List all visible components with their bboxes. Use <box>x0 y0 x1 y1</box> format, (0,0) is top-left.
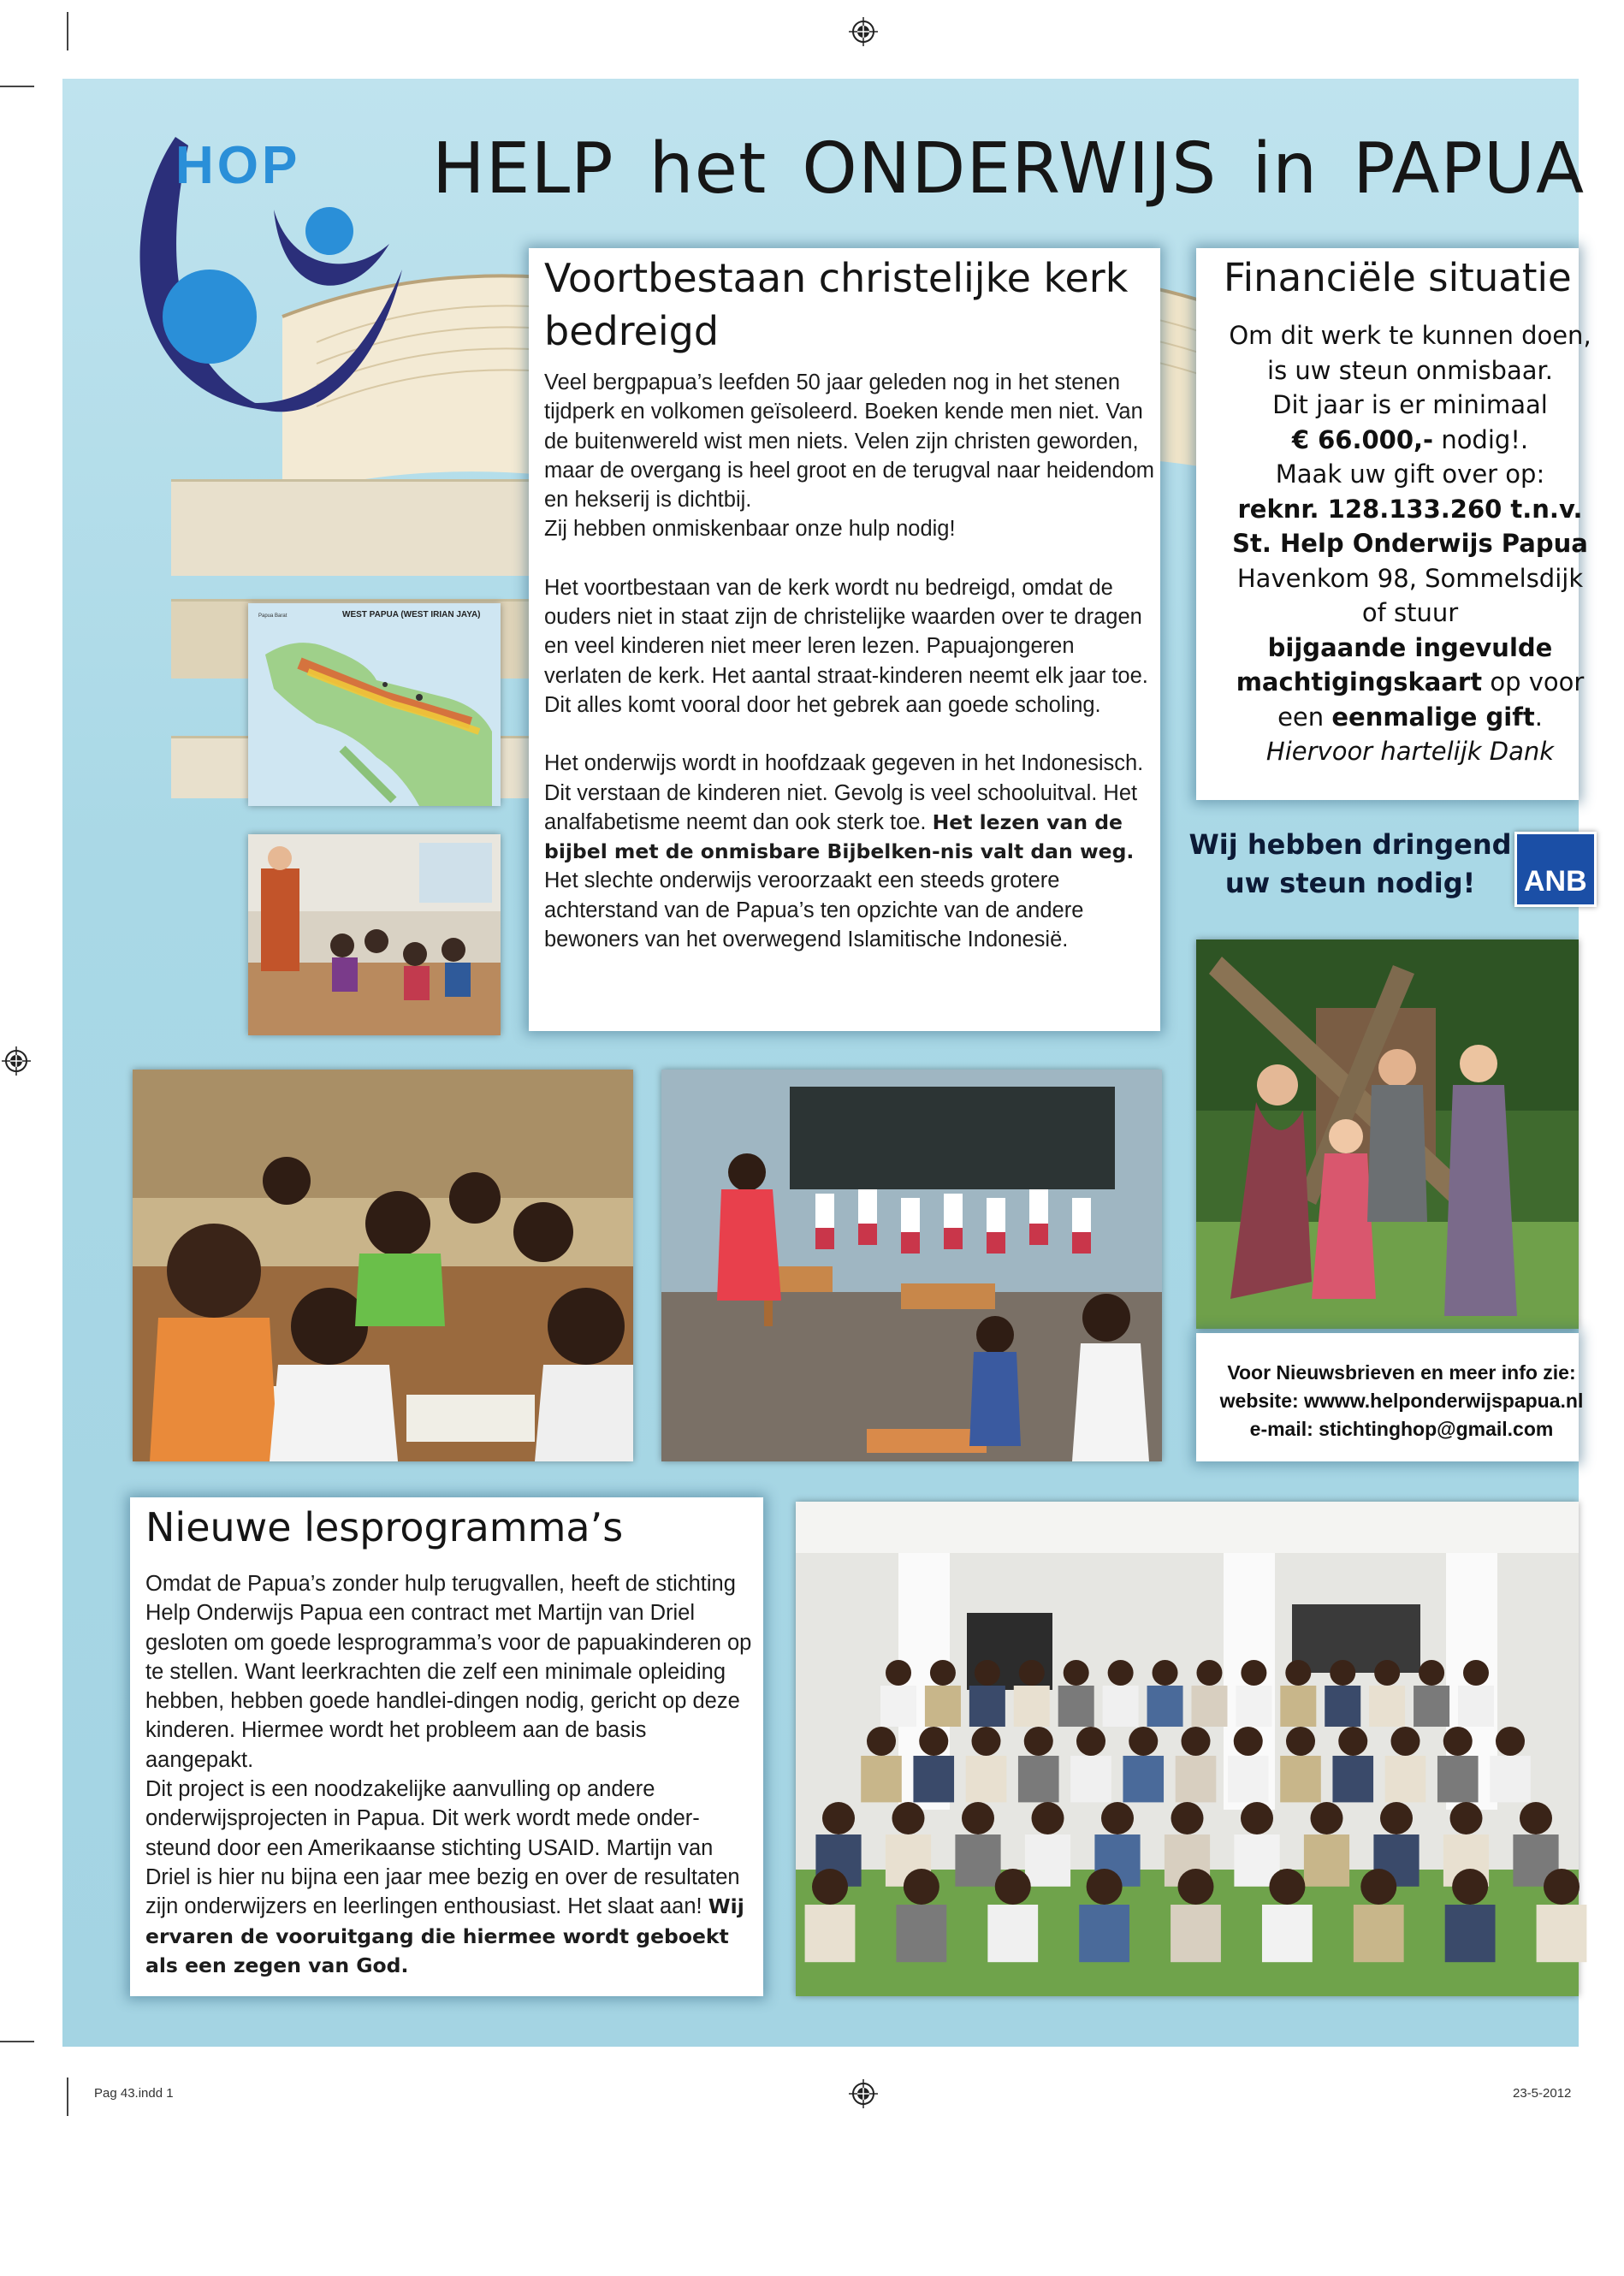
crowd-person-head <box>1241 1802 1273 1834</box>
urgent-line: uw steun nodig! <box>1224 867 1476 899</box>
registration-mark-icon <box>849 2079 878 2108</box>
crowd-person-head <box>975 1660 1000 1686</box>
urgent-appeal <box>1188 826 1513 903</box>
crowd-person-head <box>1286 1727 1315 1756</box>
crowd-person-body <box>880 1686 916 1727</box>
crowd-person-head <box>1452 1869 1488 1905</box>
crowd-person-body <box>1070 1756 1111 1802</box>
finance-heading: Financiële situatie <box>1224 255 1572 300</box>
crowd-person-head <box>1064 1660 1089 1686</box>
finance-line: een <box>1277 702 1325 732</box>
crowd-person-body <box>1304 1834 1349 1887</box>
crowd-person-body <box>1490 1756 1531 1802</box>
map-title: WEST PAPUA (WEST IRIAN JAYA) <box>342 610 481 619</box>
crowd-person-body <box>1079 1905 1129 1962</box>
crowd-person-body <box>1332 1756 1373 1802</box>
crowd-person-head <box>1338 1727 1367 1756</box>
crowd-person-head <box>812 1869 848 1905</box>
crowd-person-body <box>1354 1905 1404 1962</box>
finance-gift: eenmalige gift <box>1331 702 1535 732</box>
crowd-person-head <box>1496 1727 1525 1756</box>
info-line: Voor Nieuwsbrieven en meer info zie: <box>1227 1361 1576 1384</box>
article-paragraph: Het voortbestaan van de kerk wordt nu bedreigd, omdat de ouders niet in staat zijn de christelijke waarden over te dragen en veel kinderen niet meer leren lezen. Papuajongeren verlaten de kerk. Het aantal straat-kinderen neemt elk jaar toe. Dit alles komt vooral door het gebrek aan goede scholing. <box>544 575 1148 717</box>
crowd-person-body <box>1280 1686 1316 1727</box>
crowd-person-body <box>1018 1756 1059 1802</box>
crowd-person-body <box>805 1905 856 1962</box>
crowd-person-body <box>1103 1686 1139 1727</box>
photo-family-cross <box>1196 939 1579 1329</box>
finance-line: . <box>1534 702 1543 732</box>
crowd-person-head <box>1360 1869 1396 1905</box>
crowd-person-body <box>1280 1756 1321 1802</box>
crop-mark <box>0 2041 34 2042</box>
crowd-person-body <box>1537 1905 1587 1962</box>
crowd-person-head <box>1311 1802 1343 1834</box>
finance-line: op voor <box>1490 667 1585 696</box>
photo-teacher-classroom <box>248 834 501 1035</box>
crowd-person-head <box>1032 1802 1064 1834</box>
crowd-person-body <box>969 1686 1005 1727</box>
crowd-person-body <box>1025 1834 1070 1887</box>
finance-line: Dit jaar is er minimaal <box>1272 390 1548 419</box>
crowd-person-head <box>1171 1802 1204 1834</box>
crop-mark <box>67 2077 68 2116</box>
crowd-person-head <box>892 1802 925 1834</box>
book-spines <box>171 479 530 576</box>
article-paragraph: Zij hebben onmiskenbaar onze hulp nodig! <box>544 517 956 542</box>
svg-text:Papua Barat: Papua Barat <box>258 613 287 619</box>
finance-amount: € 66.000,- <box>1291 424 1434 454</box>
crowd-person-head <box>1196 1660 1222 1686</box>
crowd-person-head <box>1544 1869 1580 1905</box>
crowd-person-head <box>1087 1869 1123 1905</box>
crowd-person-head <box>1019 1660 1045 1686</box>
article-church-threatened <box>529 248 1160 1031</box>
anbi-text: ANB <box>1524 865 1587 898</box>
crowd-person-body <box>1385 1756 1426 1802</box>
crowd-person-body <box>1414 1686 1449 1727</box>
finance-account: reknr. 128.133.260 t.n.v. <box>1237 494 1583 524</box>
lesson-paragraph: Dit project is een noodzakelijke aanvulling op andere onderwijsprojecten in Papua. Dit werk wordt mede onder-steund door een Amerikaanse stichting USAID. Martijn van Driel is hier nu bijna een jaar mee bezig en over de resultaten zijn onderwijzers en leerlingen enthousiast. Het slaat aan! <box>145 1777 740 1919</box>
crowd-person-head <box>995 1869 1031 1905</box>
crop-mark <box>67 12 68 50</box>
finance-card-line: machtigingskaart <box>1236 667 1483 696</box>
crowd-person-head <box>1380 1802 1413 1834</box>
crowd-person-body <box>1437 1756 1479 1802</box>
crowd-person-body <box>1171 1905 1221 1962</box>
crop-mark <box>0 86 34 87</box>
finance-foundation: St. Help Onderwijs Papua <box>1232 529 1588 558</box>
crowd-person-body <box>1325 1686 1360 1727</box>
registration-mark-icon <box>2 1046 31 1076</box>
crowd-person-body <box>1058 1686 1094 1727</box>
crowd-person-body <box>1228 1756 1269 1802</box>
crowd-person-head <box>930 1660 956 1686</box>
finance-address: Havenkom 98, Sommelsdijk <box>1236 563 1584 593</box>
crowd-person-head <box>1443 1727 1473 1756</box>
finance-line: Maak uw gift over op: <box>1275 459 1545 489</box>
crowd-person-head <box>822 1802 855 1834</box>
crowd-person-body <box>896 1905 946 1962</box>
urgent-line: Wij hebben dringend <box>1188 828 1512 861</box>
lesson-bold-text: Wij ervaren de vooruitgang die hiermee wordt geboekt als een zegen van God. <box>145 1894 744 1977</box>
crowd-person-body <box>1262 1905 1313 1962</box>
map-west-papua <box>248 603 501 806</box>
article-new-curriculum <box>130 1497 763 1996</box>
finance-box <box>1196 248 1591 800</box>
finance-card-line: bijgaande ingevulde <box>1267 632 1553 662</box>
crowd-person-head <box>904 1869 939 1905</box>
info-box <box>1196 1333 1584 1461</box>
crowd-person-head <box>1182 1727 1211 1756</box>
photo-children-writing <box>133 1070 633 1461</box>
crowd-person-head <box>1419 1660 1444 1686</box>
crowd-person-body <box>913 1756 954 1802</box>
crowd-person-body <box>1176 1756 1217 1802</box>
crowd-person-body <box>1369 1686 1405 1727</box>
photo-classroom-standing <box>661 1070 1162 1461</box>
crowd-person-head <box>867 1727 896 1756</box>
crowd-person-body <box>955 1834 1000 1887</box>
article-paragraph: Het onderwijs wordt in hoofdzaak gegeven in het Indonesisch. Dit verstaan de kinderen niet. Gevolg is veel schooluitval. Het analfabetisme neemt dan ook sterk toe. <box>544 751 1144 834</box>
footer-filename: Pag 43.indd 1 <box>94 2086 174 2101</box>
crowd-person-head <box>1450 1802 1483 1834</box>
lesson-heading: Nieuwe lesprogramma’s <box>145 1504 624 1550</box>
photo-group-students <box>796 1502 1579 1996</box>
finance-line: nodig!. <box>1441 424 1529 454</box>
registration-mark-icon <box>849 17 878 46</box>
crowd-person-head <box>1024 1727 1053 1756</box>
crowd-person-head <box>1330 1660 1355 1686</box>
logo-text: HOP <box>175 136 301 195</box>
crowd-person-head <box>1269 1869 1305 1905</box>
article-paragraph: Het slechte onderwijs veroorzaakt een steeds grotere achterstand van de Papua’s ten opzichte van de andere bewoners van het overwegend Islamitische Indonesië. <box>544 868 1084 952</box>
crowd-person-head <box>886 1660 911 1686</box>
crowd-person-head <box>1076 1727 1105 1756</box>
crowd-person-head <box>1108 1660 1134 1686</box>
finance-thanks: Hiervoor hartelijk Dank <box>1265 737 1555 766</box>
crowd-person-head <box>1285 1660 1311 1686</box>
crowd-person-head <box>1178 1869 1214 1905</box>
crowd-person-head <box>1241 1660 1266 1686</box>
footer-date: 23-5-2012 <box>1513 2086 1572 2101</box>
finance-line: Om dit werk te kunnen doen, <box>1229 321 1591 350</box>
crowd-person-body <box>1458 1686 1494 1727</box>
crowd-person-head <box>1520 1802 1552 1834</box>
crowd-person-body <box>1445 1905 1496 1962</box>
crowd-person-body <box>1014 1686 1050 1727</box>
crowd-person-head <box>1374 1660 1400 1686</box>
finance-line: is uw steun onmisbaar. <box>1267 355 1553 385</box>
crowd-person-head <box>972 1727 1001 1756</box>
anbi-badge <box>1514 832 1597 907</box>
article-bold-text: Het lezen van de bijbel met de onmisbare Bijbelken-nis valt dan weg. <box>544 809 1135 864</box>
finance-line: of stuur <box>1361 598 1459 627</box>
lesson-paragraph: Omdat de Papua’s zonder hulp terugvallen, heeft de stichting Help Onderwijs Papua een contract met Martijn van Driel gesloten om goede lesprogramma’s voor de papuakinderen op te stellen. Want leerkrachten die zelf een minimale opleiding hebben, hebben goede handlei-dingen nodig, gericht op deze kinderen. Hiermee wordt het probleem aan de basis aangepakt. <box>145 1572 752 1772</box>
crowd-person-body <box>1236 1686 1271 1727</box>
website-link[interactable]: website: wwww.helponderwijspapua.nl <box>1219 1390 1584 1412</box>
crowd-person-body <box>861 1756 902 1802</box>
crowd-person-head <box>1101 1802 1134 1834</box>
crowd-person-head <box>1153 1660 1178 1686</box>
crowd-person-head <box>1129 1727 1158 1756</box>
crowd-person-head <box>1391 1727 1420 1756</box>
article-paragraph: Veel bergpapua’s leefden 50 jaar geleden nog in het stenen tijdperk en volkomen geïsoleerd. Boeken kende men niet. Van de buitenwereld wist men niets. Velen zijn christen geworden, maar de overgang is heel groot en de terugval naar heidendom en hekserij is dichtbij. <box>544 370 1155 513</box>
page-title: HELP het ONDERWIJS in PAPUA <box>432 128 1585 210</box>
crowd-person-body <box>925 1686 961 1727</box>
crowd-person-body <box>987 1905 1038 1962</box>
crowd-person-body <box>1191 1686 1227 1727</box>
crowd-person-body <box>966 1756 1007 1802</box>
crowd-person-head <box>1234 1727 1263 1756</box>
crowd-person-head <box>962 1802 994 1834</box>
crowd-person-body <box>1123 1756 1164 1802</box>
crowd-person-body <box>1147 1686 1183 1727</box>
email-link[interactable]: e-mail: stichtinghop@gmail.com <box>1249 1418 1554 1440</box>
crowd-person-head <box>919 1727 948 1756</box>
article-heading: Voortbestaan christelijke kerk bedreigd <box>544 255 1129 354</box>
crowd-person-head <box>1463 1660 1489 1686</box>
